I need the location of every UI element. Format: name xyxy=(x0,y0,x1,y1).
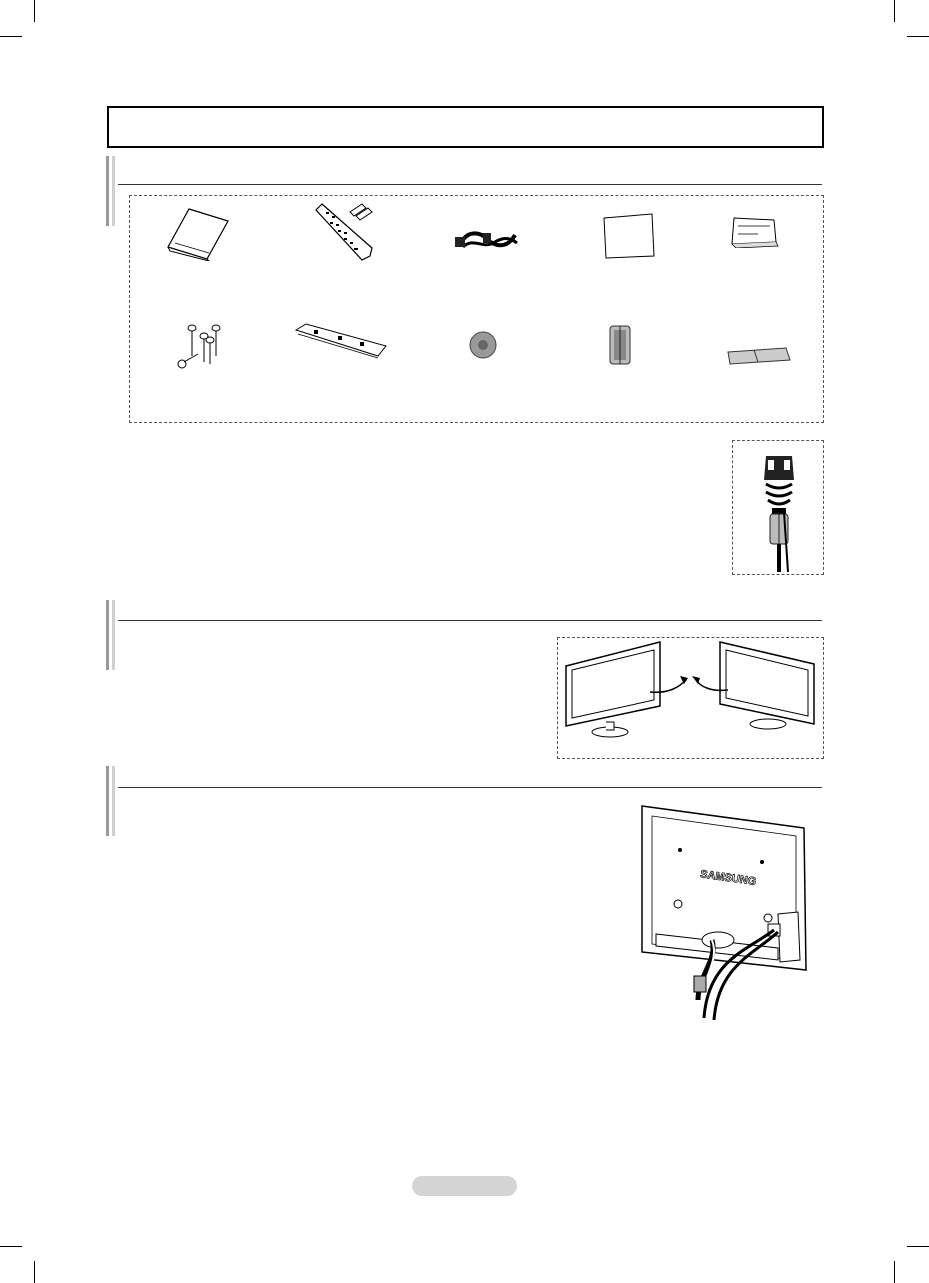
crop-mark xyxy=(34,1261,35,1283)
ferrite-holder-icon xyxy=(606,324,634,366)
crop-mark xyxy=(0,1246,22,1247)
section-rule xyxy=(118,620,822,621)
crop-mark xyxy=(894,1261,895,1283)
section-marker xyxy=(106,600,109,670)
warranty-card-icon xyxy=(728,214,780,248)
crop-mark xyxy=(907,36,929,37)
crop-mark xyxy=(0,36,22,37)
page-title-box xyxy=(107,106,824,148)
section-marker-shade xyxy=(112,156,115,226)
section-marker-shade xyxy=(112,766,115,836)
crop-mark xyxy=(894,0,895,22)
page-number-badge xyxy=(412,1176,517,1196)
section-marker-shade xyxy=(112,600,115,670)
cleaning-cloth-icon xyxy=(600,212,656,260)
owners-manual-icon xyxy=(165,207,231,261)
cable-tie-icon xyxy=(724,344,792,366)
crop-mark xyxy=(34,0,35,22)
ferrite-core-icon xyxy=(468,330,498,360)
crop-mark xyxy=(907,1246,929,1247)
brand-logo: SAMSUNG xyxy=(699,868,757,888)
screws-icon xyxy=(172,322,224,372)
power-cord-icon xyxy=(453,223,523,255)
remote-control-batteries-icon xyxy=(310,200,382,262)
tv-rear-cable-icon xyxy=(628,800,824,1022)
power-plug-ferrite-icon xyxy=(754,452,804,572)
stand-guide-icon xyxy=(294,322,388,360)
section-rule xyxy=(118,184,822,185)
section-rule xyxy=(118,787,822,788)
tv-swivel-icon xyxy=(560,640,820,754)
section-marker xyxy=(106,156,109,226)
section-marker xyxy=(106,766,109,836)
